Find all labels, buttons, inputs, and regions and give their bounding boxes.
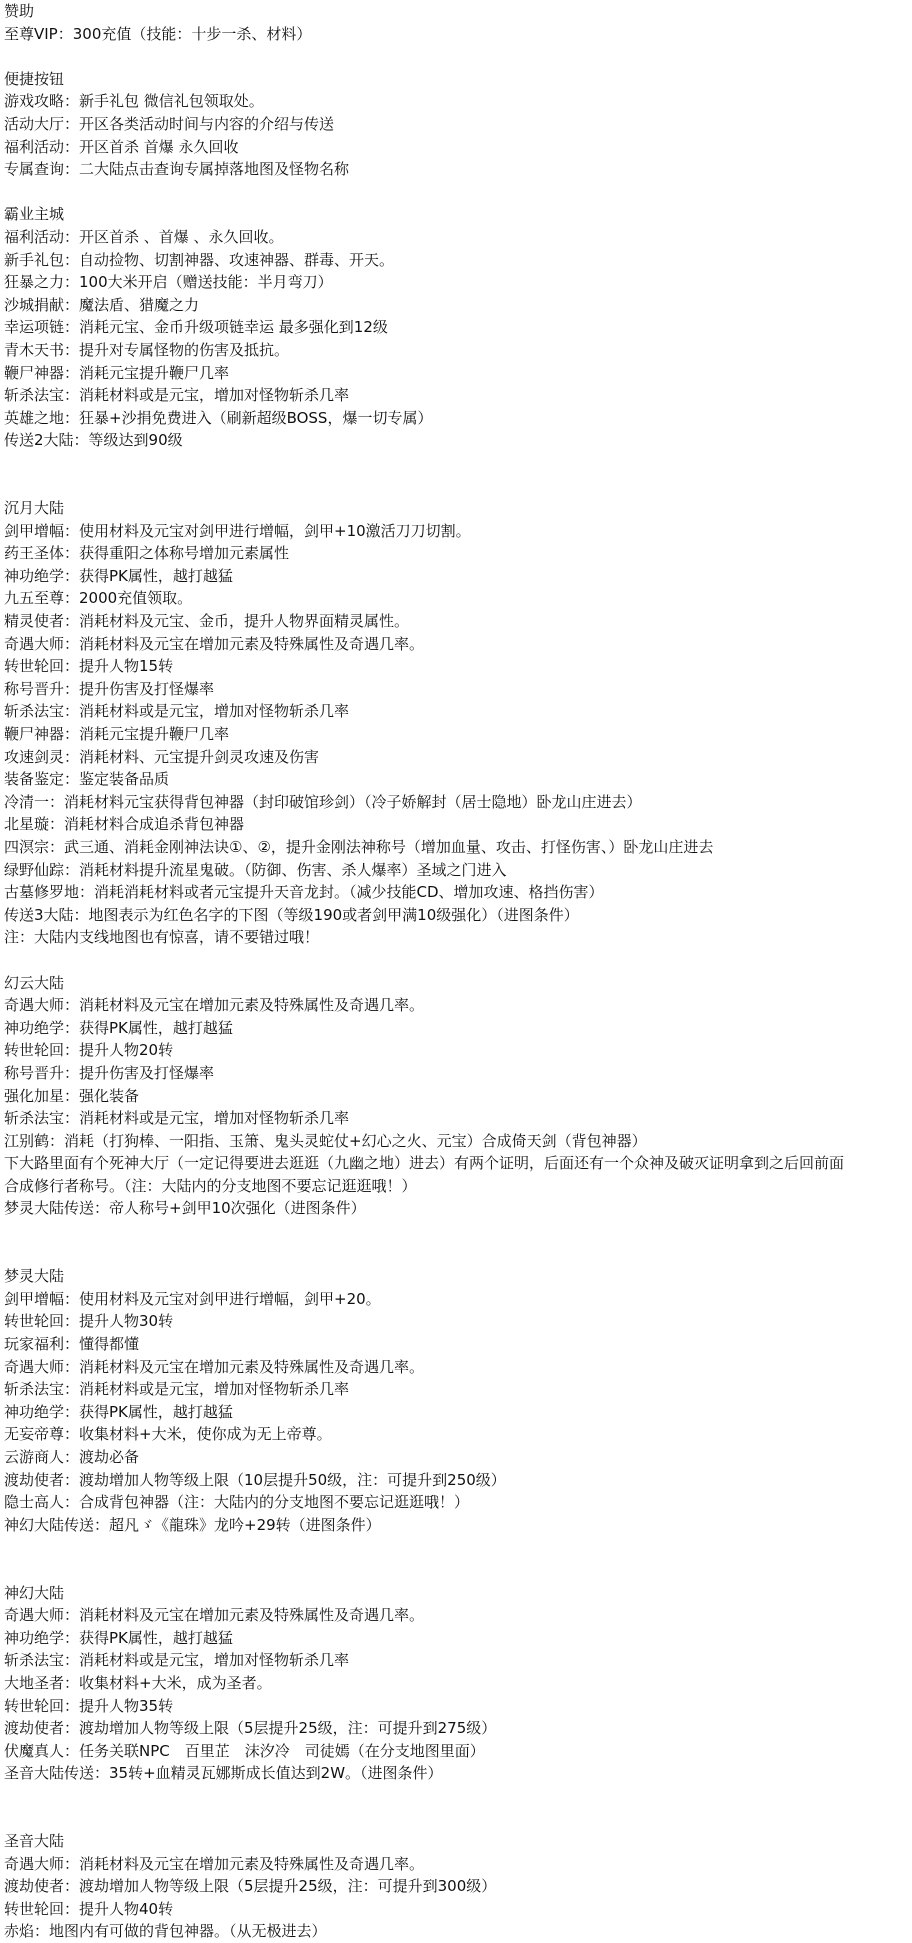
text-line: 大地圣者：收集材料+大米，成为圣者。 [4,1673,272,1692]
text-line: 便捷按钮 [4,69,65,88]
text-line: 转世轮回：提升人物15转 [4,657,174,676]
text-line: 英雄之地：狂暴+沙捐免费进入（刷新超级BOSS，爆一切专属） [4,408,433,427]
text-line: 玩家福利：懂得都懂 [4,1335,140,1354]
text-line: 专属查询：二大陆点击查询专属掉落地图及怪物名称 [4,160,350,179]
text-line: 狂暴之力：100大米开启（赠送技能：半月弯刀） [4,273,333,292]
text-line: 梦灵大陆传送：帝人称号+剑甲10次强化（进图条件） [4,1199,366,1218]
text-line: 称号晋升：提升伤害及打怪爆率 [4,1063,215,1082]
text-line: 活动大厅：开区各类活动时间与内容的介绍与传送 [4,114,335,133]
text-line: 新手礼包：自动捡物、切割神器、攻速神器、群毒、开天。 [4,250,395,269]
text-line: 鞭尸神器：消耗元宝提升鞭尸几率 [4,363,230,382]
text-line: 奇遇大师：消耗材料及元宝在增加元素及特殊属性及奇遇几率。 [4,634,425,653]
text-line: 赞助 [4,2,35,20]
text-line: 鞭尸神器：消耗元宝提升鞭尸几率 [4,725,230,743]
text-line: 游戏攻略：新手礼包 微信礼包领取处。 [4,92,264,111]
text-line: 传送3大陆：地图表示为红色名字的下图（等级190或者剑甲满10级强化）（进图条件） [4,905,579,924]
text-line: 下大路里面有个死神大厅（一定记得要进去逛逛（九幽之地）进去）有两个证明，后面还有一个众神及破灭证明拿到之后回前面 [4,1154,845,1173]
blank-line [4,1808,912,1831]
blank-line [4,1536,912,1559]
text-line: 精灵使者：消耗材料及元宝、金币，提升人物界面精灵属性。 [4,612,410,631]
blank-line [4,474,912,497]
text-line: 幻云大陆 [4,973,65,992]
text-line: 九五至尊：2000充值领取。 [4,589,193,608]
text-line: 斩杀法宝：消耗材料或是元宝，增加对怪物斩杀几率 [4,386,350,405]
text-line: 斩杀法宝：消耗材料或是元宝，增加对怪物斩杀几率 [4,1380,350,1399]
text-line: 奇遇大师：消耗材料及元宝在增加元素及特殊属性及奇遇几率。 [4,1357,425,1376]
blank-line [4,1220,912,1243]
text-line: 转世轮回：提升人物20转 [4,1041,174,1060]
text-line: 福利活动：开区首杀 、首爆 、永久回收。 [4,227,284,246]
text-line: 神幻大陆传送：超凡ゞ《龍珠》龙吟+29转（进图条件） [4,1515,381,1534]
text-line: 转世轮回：提升人物40转 [4,1899,174,1918]
blank-line [4,45,912,68]
text-line: 赤焰：地图内有可做的背包神器。（从无极进去） [4,1922,327,1941]
text-line: 隐士高人：合成背包神器（注：大陆内的分支地图不要忘记逛逛哦！） [4,1493,470,1512]
text-line: 传送2大陆：等级达到90级 [4,431,183,450]
text-line: 药王圣体：获得重阳之体称号增加元素属性 [4,544,290,563]
text-line: 渡劫使者：渡劫增加人物等级上限（5层提升25级，注：可提升到275级） [4,1719,497,1738]
text-line: 神功绝学：获得PK属性，越打越猛 [4,1402,233,1421]
text-line: 神功绝学：获得PK属性，越打越猛 [4,566,233,585]
text-line: 古墓修罗地：消耗消耗材料或者元宝提升天音龙封。（减少技能CD、增加攻速、格挡伤害） [4,883,604,902]
text-line: 神功绝学：获得PK属性，越打越猛 [4,1018,233,1037]
text-line: 沉月大陆 [4,499,65,518]
text-line: 剑甲增幅：使用材料及元宝对剑甲进行增幅，剑甲+10激活刀刀切割。 [4,521,471,540]
text-line: 奇遇大师：消耗材料及元宝在增加元素及特殊属性及奇遇几率。 [4,1854,425,1873]
text-line: 攻速剑灵：消耗材料、元宝提升剑灵攻速及伤害 [4,747,320,766]
text-line: 斩杀法宝：消耗材料或是元宝，增加对怪物斩杀几率 [4,702,350,721]
text-line: 绿野仙踪：消耗材料提升流星鬼破。（防御、伤害、杀人爆率）圣域之门进入 [4,860,507,879]
text-line: 福利活动：开区首杀 首爆 永久回收 [4,137,239,156]
text-line: 渡劫使者：渡劫增加人物等级上限（5层提升25级，注：可提升到300级） [4,1877,497,1896]
text-line: 四溟宗：武三通、消耗金刚神法诀①、②，提升金刚法神称号（增加血量、攻击、打怪伤害、）卧龙山庄进去 [4,837,714,856]
text-line: 奇遇大师：消耗材料及元宝在增加元素及特殊属性及奇遇几率。 [4,1606,425,1625]
text-line: 江别鹤：消耗（打狗棒、一阳指、玉箫、鬼头灵蛇仗+幻心之火、元宝）合成倚天剑（背包神器） [4,1131,647,1150]
text-line: 注：大陆内支线地图也有惊喜，请不要错过哦！ [4,928,320,947]
text-line: 冷清一：消耗材料元宝获得背包神器（封印破馆珍剑）（冷子娇解封（居士隐地）卧龙山庄进去） [4,792,642,811]
text-line: 圣音大陆传送：35转+血精灵瓦娜斯成长值达到2W。（进图条件） [4,1764,443,1783]
text-line: 合成修行者称号。（注：大陆内的分支地图不要忘记逛逛哦！） [4,1176,417,1195]
text-line: 称号晋升：提升伤害及打怪爆率 [4,679,215,698]
blank-line [4,1559,912,1582]
text-line: 装备鉴定：鉴定装备品质 [4,770,170,789]
text-line: 奇遇大师：消耗材料及元宝在增加元素及特殊属性及奇遇几率。 [4,996,425,1015]
text-line: 北星璇：消耗材料合成追杀背包神器 [4,815,245,834]
blank-line [4,949,912,972]
text-line: 至尊VIP：300充值（技能：十步一杀、材料） [4,24,312,43]
text-line: 云游商人：渡劫必备 [4,1448,140,1466]
text-line: 无妄帝尊：收集材料+大米，使你成为无上帝尊。 [4,1425,332,1444]
blank-line [4,1243,912,1266]
text-line: 渡劫使者：渡劫增加人物等级上限（10层提升50级，注：可提升到250级） [4,1470,506,1489]
text-line: 神功绝学：获得PK属性，越打越猛 [4,1628,233,1647]
text-line: 斩杀法宝：消耗材料或是元宝，增加对怪物斩杀几率 [4,1109,350,1128]
blank-line [4,452,912,475]
text-line: 转世轮回：提升人物35转 [4,1696,174,1715]
blank-line [4,1785,912,1808]
text-line: 梦灵大陆 [4,1267,65,1286]
text-line: 幸运项链：消耗元宝、金币升级项链幸运 最多强化到12级 [4,318,388,337]
text-line: 青木天书：提升对专属怪物的伤害及抵抗。 [4,340,290,359]
text-line: 伏魔真人：任务关联NPC 百里芷 沫汐冷 司徒嫣（在分支地图里面） [4,1741,485,1760]
text-line: 斩杀法宝：消耗材料或是元宝，增加对怪物斩杀几率 [4,1651,350,1670]
text-line: 强化加星：强化装备 [4,1086,140,1105]
text-line: 沙城捐献：魔法盾、猎魔之力 [4,295,200,314]
text-line: 霸业主城 [4,205,65,224]
text-line: 圣音大陆 [4,1832,65,1851]
text-line: 剑甲增幅：使用材料及元宝对剑甲进行增幅，剑甲+20。 [4,1289,381,1308]
text-line: 转世轮回：提升人物30转 [4,1312,174,1331]
blank-line [4,181,912,204]
text-line: 神幻大陆 [4,1583,65,1602]
